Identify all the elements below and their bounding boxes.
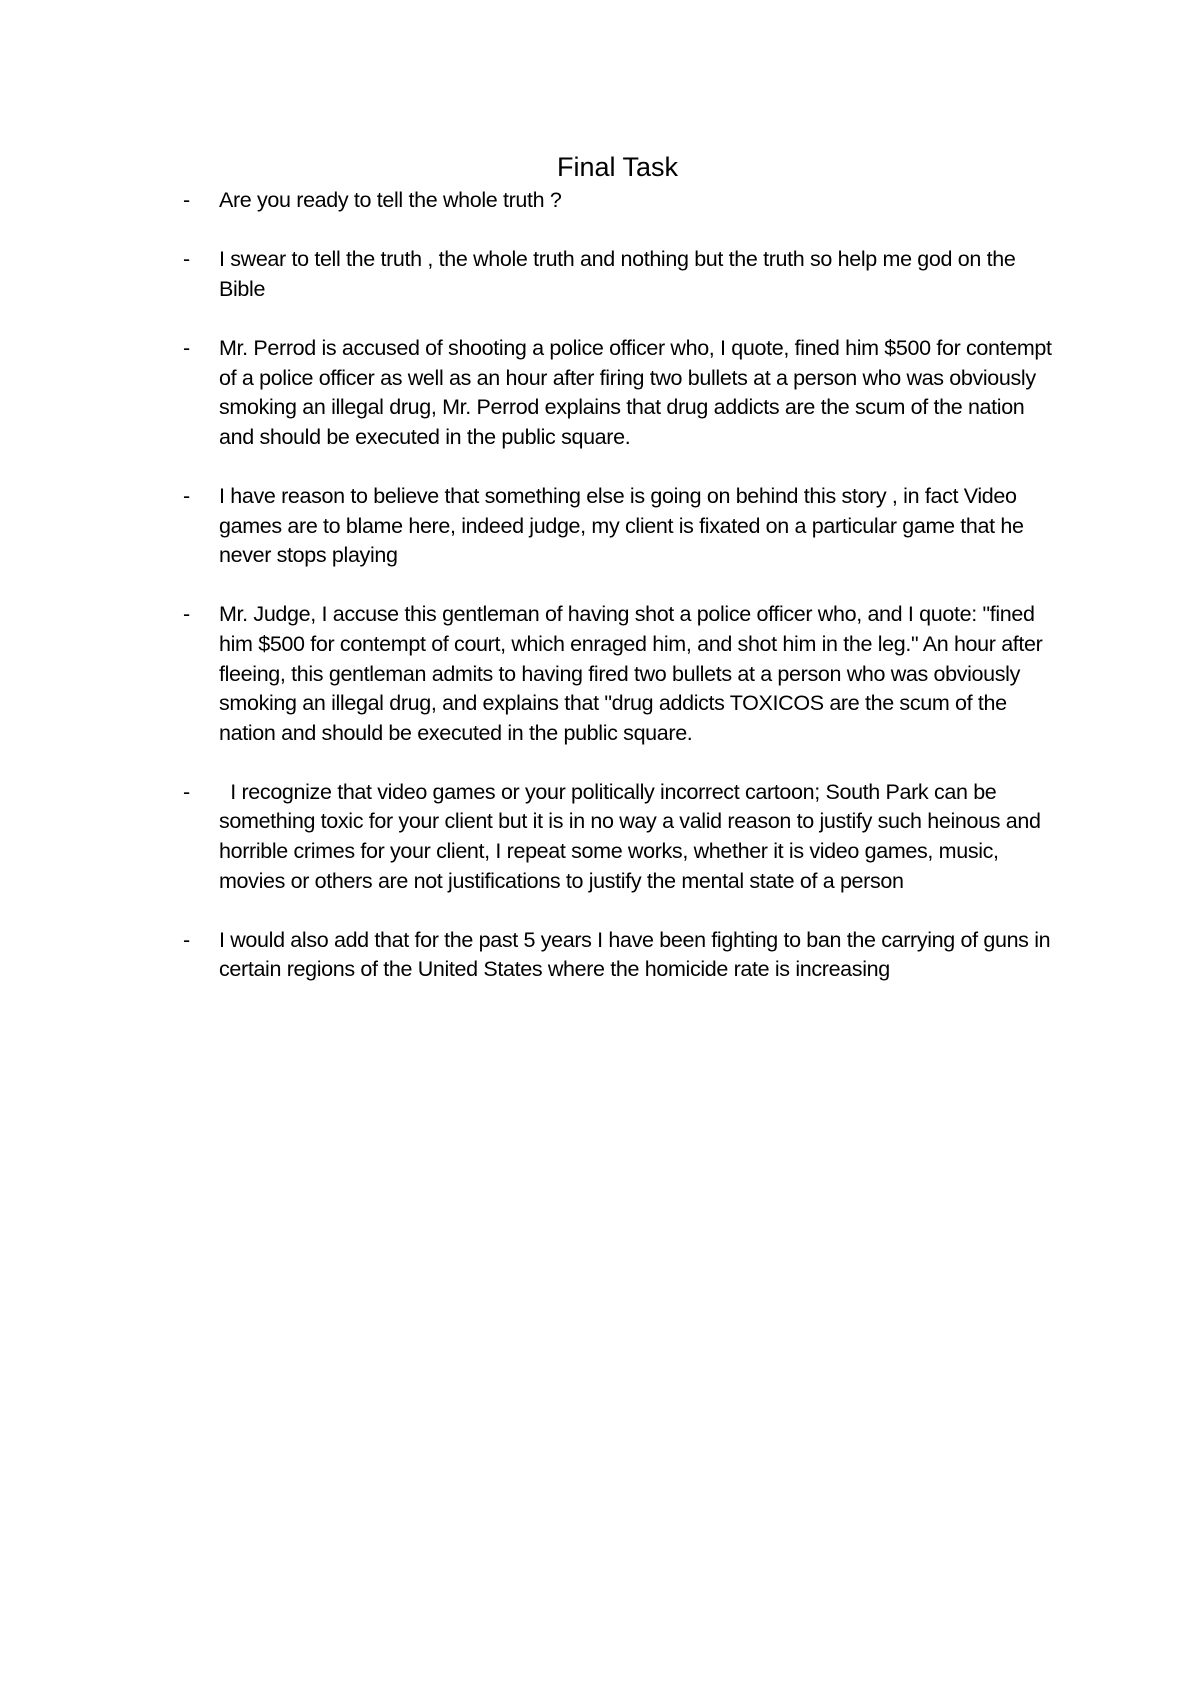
list-item-text: Mr. Perrod is accused of shooting a police officer who, I quote, fined him $500 for contempt of a police officer as well as an hour after firing two bullets at a person who was obviously smoking an illegal drug, Mr. Perrod explains that drug addicts are the scum of the nation and should be executed in the public square.	[219, 335, 1052, 449]
bullet-dash: -	[183, 247, 190, 272]
bullet-dash: -	[183, 779, 190, 804]
list-item-text: I have reason to believe that something else is going on behind this story , in fact Video games are to blame here, indeed judge, my client is fixated on a particular game that he never stops playing	[219, 483, 1024, 568]
list-item	[183, 926, 1063, 985]
document-title: Final Task	[556, 152, 679, 182]
list-item-text: I would also add that for the past 5 years I have been fighting to ban the carrying of guns in certain regions of the United States where the homicide rate is increasing	[219, 927, 1051, 982]
list-item-text: I swear to tell the truth , the whole truth and nothing but the truth so help me god on the Bible	[219, 247, 1016, 301]
list-item	[183, 334, 1063, 452]
list-item	[183, 778, 1063, 896]
list-item	[183, 482, 1063, 571]
bullet-dash: -	[183, 335, 190, 360]
bullet-dash: -	[183, 483, 190, 508]
list-item-text: Are you ready to tell the whole truth ?	[219, 188, 562, 212]
list-item	[183, 600, 1063, 748]
bullet-dash: -	[183, 602, 190, 627]
dialogue-list	[183, 186, 1063, 1015]
bullet-dash: -	[183, 188, 190, 212]
bullet-dash: -	[183, 927, 190, 952]
list-item	[183, 186, 1063, 216]
list-item-text: Mr. Judge, I accuse this gentleman of having shot a police officer who, and I quote: "fined him $500 for contempt of court, which enraged him, and shot him in the leg." An hour after fleeing, this gentleman admits to having fired two bullets at a person who was obviously smoking an illegal drug, and explains that "drug addicts TOXICOS are the scum of the nation and should be executed in the public square.	[219, 602, 1043, 745]
list-item-text: I recognize that video games or your politically incorrect cartoon; South Park can be something toxic for your client but it is in no way a valid reason to justify such heinous and horrible crimes for your client, I repeat some works, whether it is video games, music, movies or others are not justifications to justify the mental state of a person	[219, 779, 1047, 893]
list-item	[183, 245, 1063, 304]
